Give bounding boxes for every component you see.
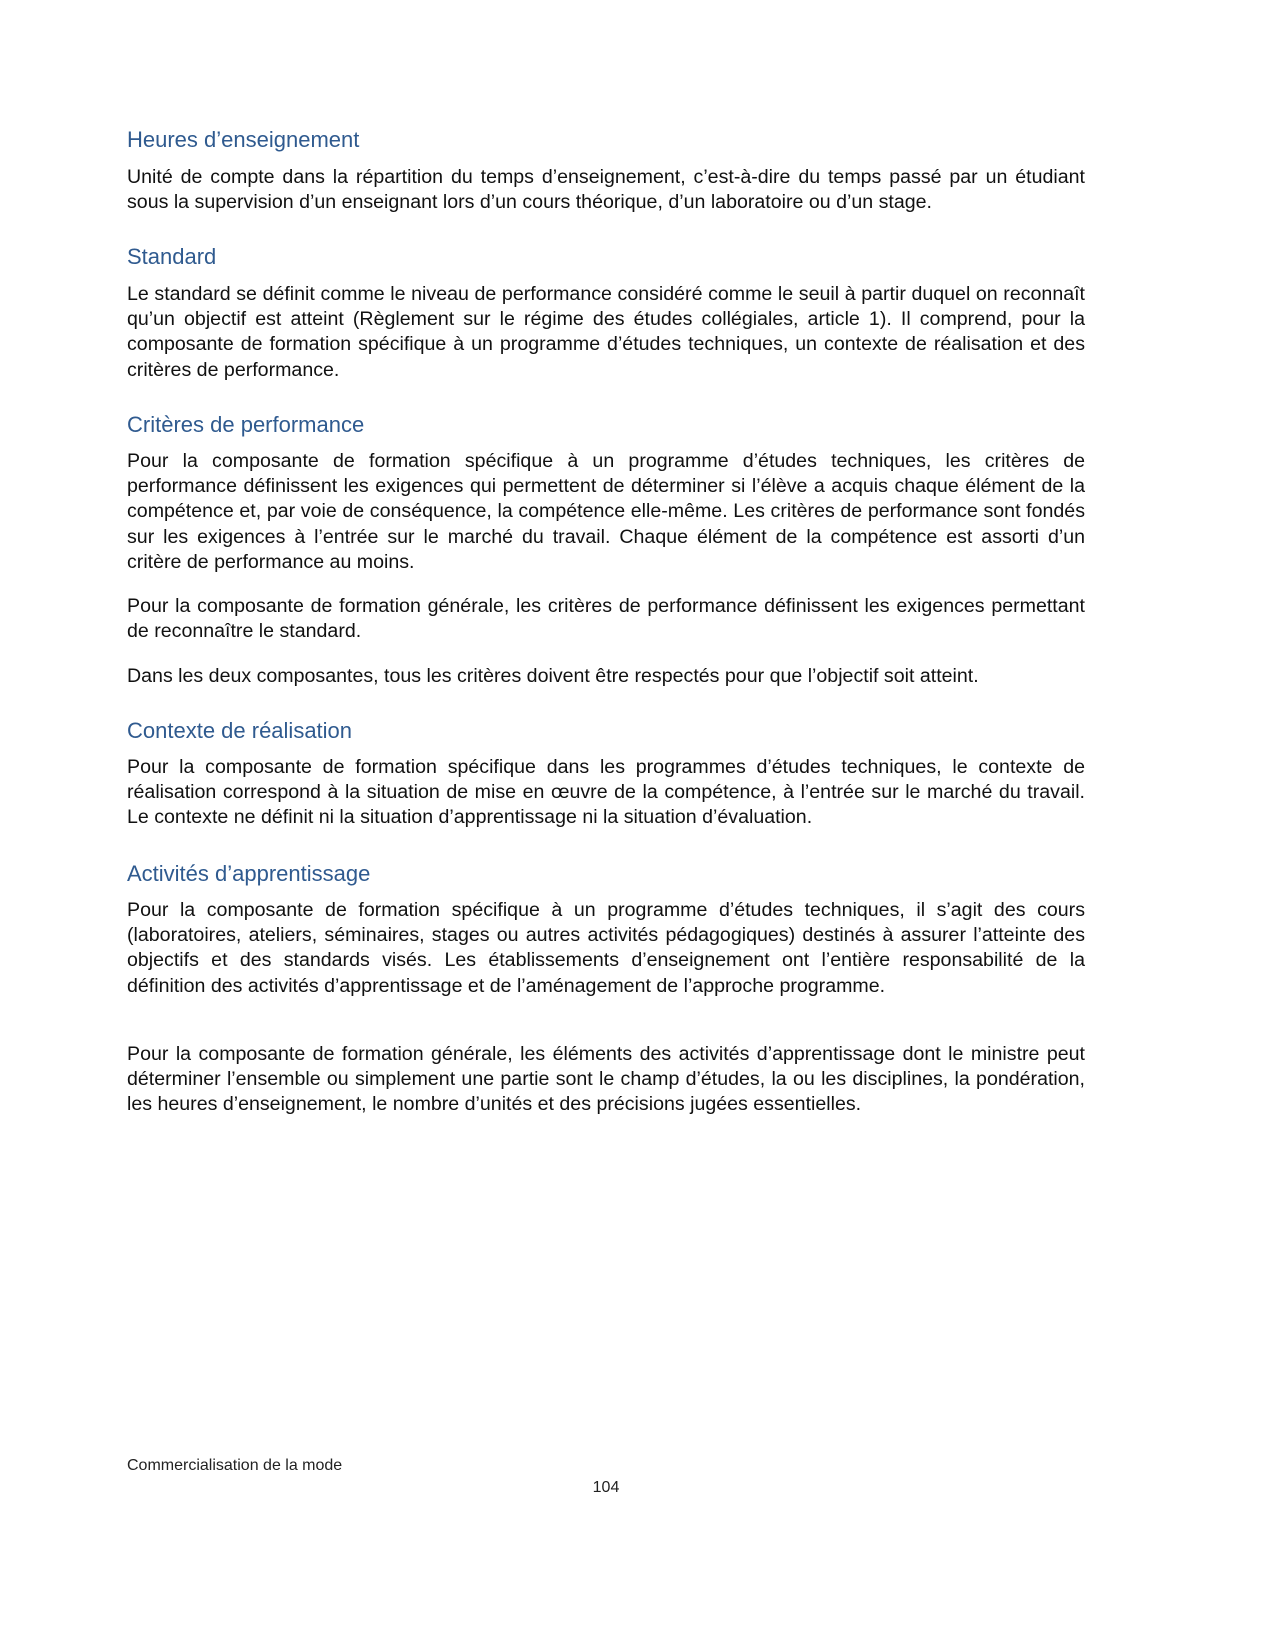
section-heading-criteres: Critères de performance [127, 412, 365, 437]
section-heading-heures: Heures d’enseignement [127, 127, 360, 152]
paragraph-criteres-2: Pour la composante de formation générale, les critères de performance définissent les exigences permettant de reconnaître le standard. [127, 595, 1085, 643]
paragraph-standard: Le standard se définit comme le niveau de performance considéré comme le seuil à partir duquel on reconnaît qu’un objectif est atteint (Règlement sur le régime des études collégiales, article 1). Il comprend, pour la composante de formation spécifique à un programme d’études techniques, un contexte de réalisation et des critères de performance. [127, 283, 1085, 381]
section-heading-activites: Activités d’apprentissage [127, 861, 371, 886]
paragraph-activites-1: Pour la composante de formation spécifique à un programme d’études techniques, il s’agit des cours (laboratoires, ateliers, séminaires, stages ou autres activités pédagogiques) destinés à assurer l’atteinte des objectifs et des standards visés. Les établissements d’enseignement ont l’entière responsabilité de la définition des activités d’apprentissage et de l’aménagement de l’approche programme. [127, 899, 1085, 997]
footer-program-name: Commercialisation de la mode [127, 1457, 343, 1474]
paragraph-heures: Unité de compte dans la répartition du temps d’enseignement, c’est-à-dire du temps passé par un étudiant sous la supervision d’un enseignant lors d’un cours théorique, d’un laboratoire ou d’un stage. [127, 166, 1085, 214]
paragraph-activites-2: Pour la composante de formation générale, les éléments des activités d’apprentissage dont le ministre peut déterminer l’ensemble ou simplement une partie sont le champ d’études, la ou les disciplines, la pondération, les heures d’enseignement, le nombre d’unités et des précisions jugées essentielles. [127, 1043, 1085, 1116]
paragraph-contexte: Pour la composante de formation spécifique dans les programmes d’études techniques, le contexte de réalisation correspond à la situation de mise en œuvre de la compétence, à l’entrée sur le marché du travail. Le contexte ne définit ni la situation d’apprentissage ni la situation d’évaluation. [127, 756, 1085, 829]
paragraph-criteres-1: Pour la composante de formation spécifique à un programme d’études techniques, les critères de performance définissent les exigences qui permettent de déterminer si l’élève a acquis chaque élément de la compétence et, par voie de conséquence, la compétence elle-même. Les critères de performance sont fondés sur les exigences à l’entrée sur le marché du travail. Chaque élément de la compétence est assorti d’un critère de performance au moins. [127, 450, 1085, 573]
section-heading-standard: Standard [127, 244, 217, 269]
page-number: 104 [592, 1479, 620, 1496]
paragraph-criteres-3: Dans les deux composantes, tous les critères doivent être respectés pour que l’objectif soit atteint. [127, 665, 979, 687]
section-heading-contexte: Contexte de réalisation [127, 718, 353, 743]
